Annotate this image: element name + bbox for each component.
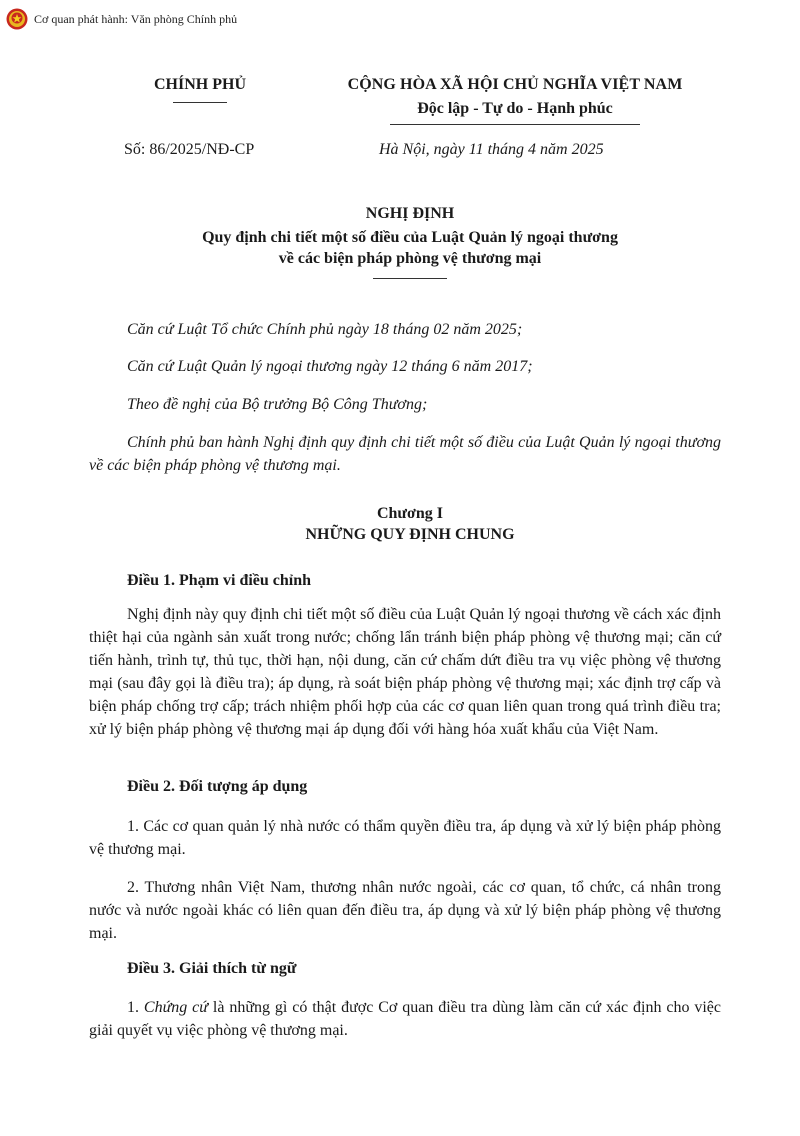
motto-underline (390, 124, 640, 125)
article-2-heading: Điều 2. Đối tượng áp dụng (127, 778, 308, 795)
chapter-title: NHỮNG QUY ĐỊNH CHUNG (305, 526, 515, 543)
issuer-label: Cơ quan phát hành: Văn phòng Chính phủ (34, 11, 238, 26)
document-type: NGHỊ ĐỊNH (365, 205, 455, 222)
subject-line-1: Quy định chi tiết một số điều của Luật Quản lý ngoại thương (202, 229, 618, 246)
issuing-authority (140, 76, 260, 103)
issuer-bar (6, 8, 237, 30)
article-3-heading: Điều 3. Giải thích từ ngữ (127, 960, 297, 977)
document-subject (60, 227, 760, 269)
place-date: Hà Nội, ngày 11 tháng 4 năm 2025 (379, 141, 604, 158)
item-1-definition: là những gì có thật được Cơ quan điều tra dùng làm căn cứ xác định cho việc giải quyết vụ việc phòng vệ thương mại. (89, 999, 722, 1039)
nation-name: CỘNG HÒA XÃ HỘI CHỦ NGHĨA VIỆT NAM (347, 76, 683, 93)
defined-term: Chứng cứ (143, 999, 209, 1016)
preamble-basis-1: Căn cứ Luật Tổ chức Chính phủ ngày 18 tháng 02 năm 2025; (127, 321, 523, 338)
item-1-prefix: 1. (127, 999, 144, 1016)
article-2-item-2: 2. Thương nhân Việt Nam, thương nhân nước ngoài, các cơ quan, tổ chức, cá nhân trong nước và nước ngoài khác có liên quan đến điều tra, áp dụng và xử lý biện pháp phòng vệ thương mại. (89, 879, 721, 942)
preamble-basis-2: Căn cứ Luật Quản lý ngoại thương ngày 12 tháng 6 năm 2017; (127, 358, 533, 375)
document-title (60, 205, 760, 279)
chapter-number: Chương I (376, 505, 444, 522)
subject-line-2: về các biện pháp phòng vệ thương mại (278, 250, 542, 267)
preamble-proposal: Theo đề nghị của Bộ trưởng Bộ Công Thương; (127, 396, 428, 413)
authority-name: CHÍNH PHỦ (154, 76, 246, 93)
preamble-decision: Chính phủ ban hành Nghị định quy định chi tiết một số điều của Luật Quản lý ngoại thương về các biện pháp phòng vệ thương mại. (89, 434, 721, 474)
article-3-item-1 (89, 996, 721, 1042)
article-2-item-1: 1. Các cơ quan quản lý nhà nước có thẩm quyền điều tra, áp dụng và xử lý biện pháp phòng vệ thương mại. (89, 818, 721, 858)
national-motto: Độc lập - Tự do - Hạnh phúc (417, 100, 613, 117)
document-number: Số: 86/2025/NĐ-CP (124, 141, 255, 158)
chapter-heading (60, 503, 760, 545)
article-1-body: Nghị định này quy định chi tiết một số điều của Luật Quản lý ngoại thương về cách xác định thiệt hại của ngành sản xuất trong nước; chống lẩn tránh biện pháp phòng vệ thương mại; căn cứ tiến hành, trình tự, thủ tục, thời hạn, nội dung, căn cứ chấm dứt điều tra vụ việc phòng vệ thương mại (sau đây gọi là điều tra); áp dụng, rà soát biện pháp phòng vệ thương mại; xác định trợ cấp và biện pháp chống trợ cấp; trách nhiệm phối hợp của các cơ quan liên quan trong quá trình điều tra; xử lý biện pháp phòng vệ thương mại áp dụng đối với hàng hóa xuất khẩu của Việt Nam. (89, 606, 721, 738)
title-underline (373, 278, 447, 279)
national-emblem-icon (6, 8, 28, 30)
article-1-heading: Điều 1. Phạm vi điều chỉnh (127, 572, 312, 589)
authority-underline (173, 102, 227, 103)
national-header (320, 76, 710, 125)
